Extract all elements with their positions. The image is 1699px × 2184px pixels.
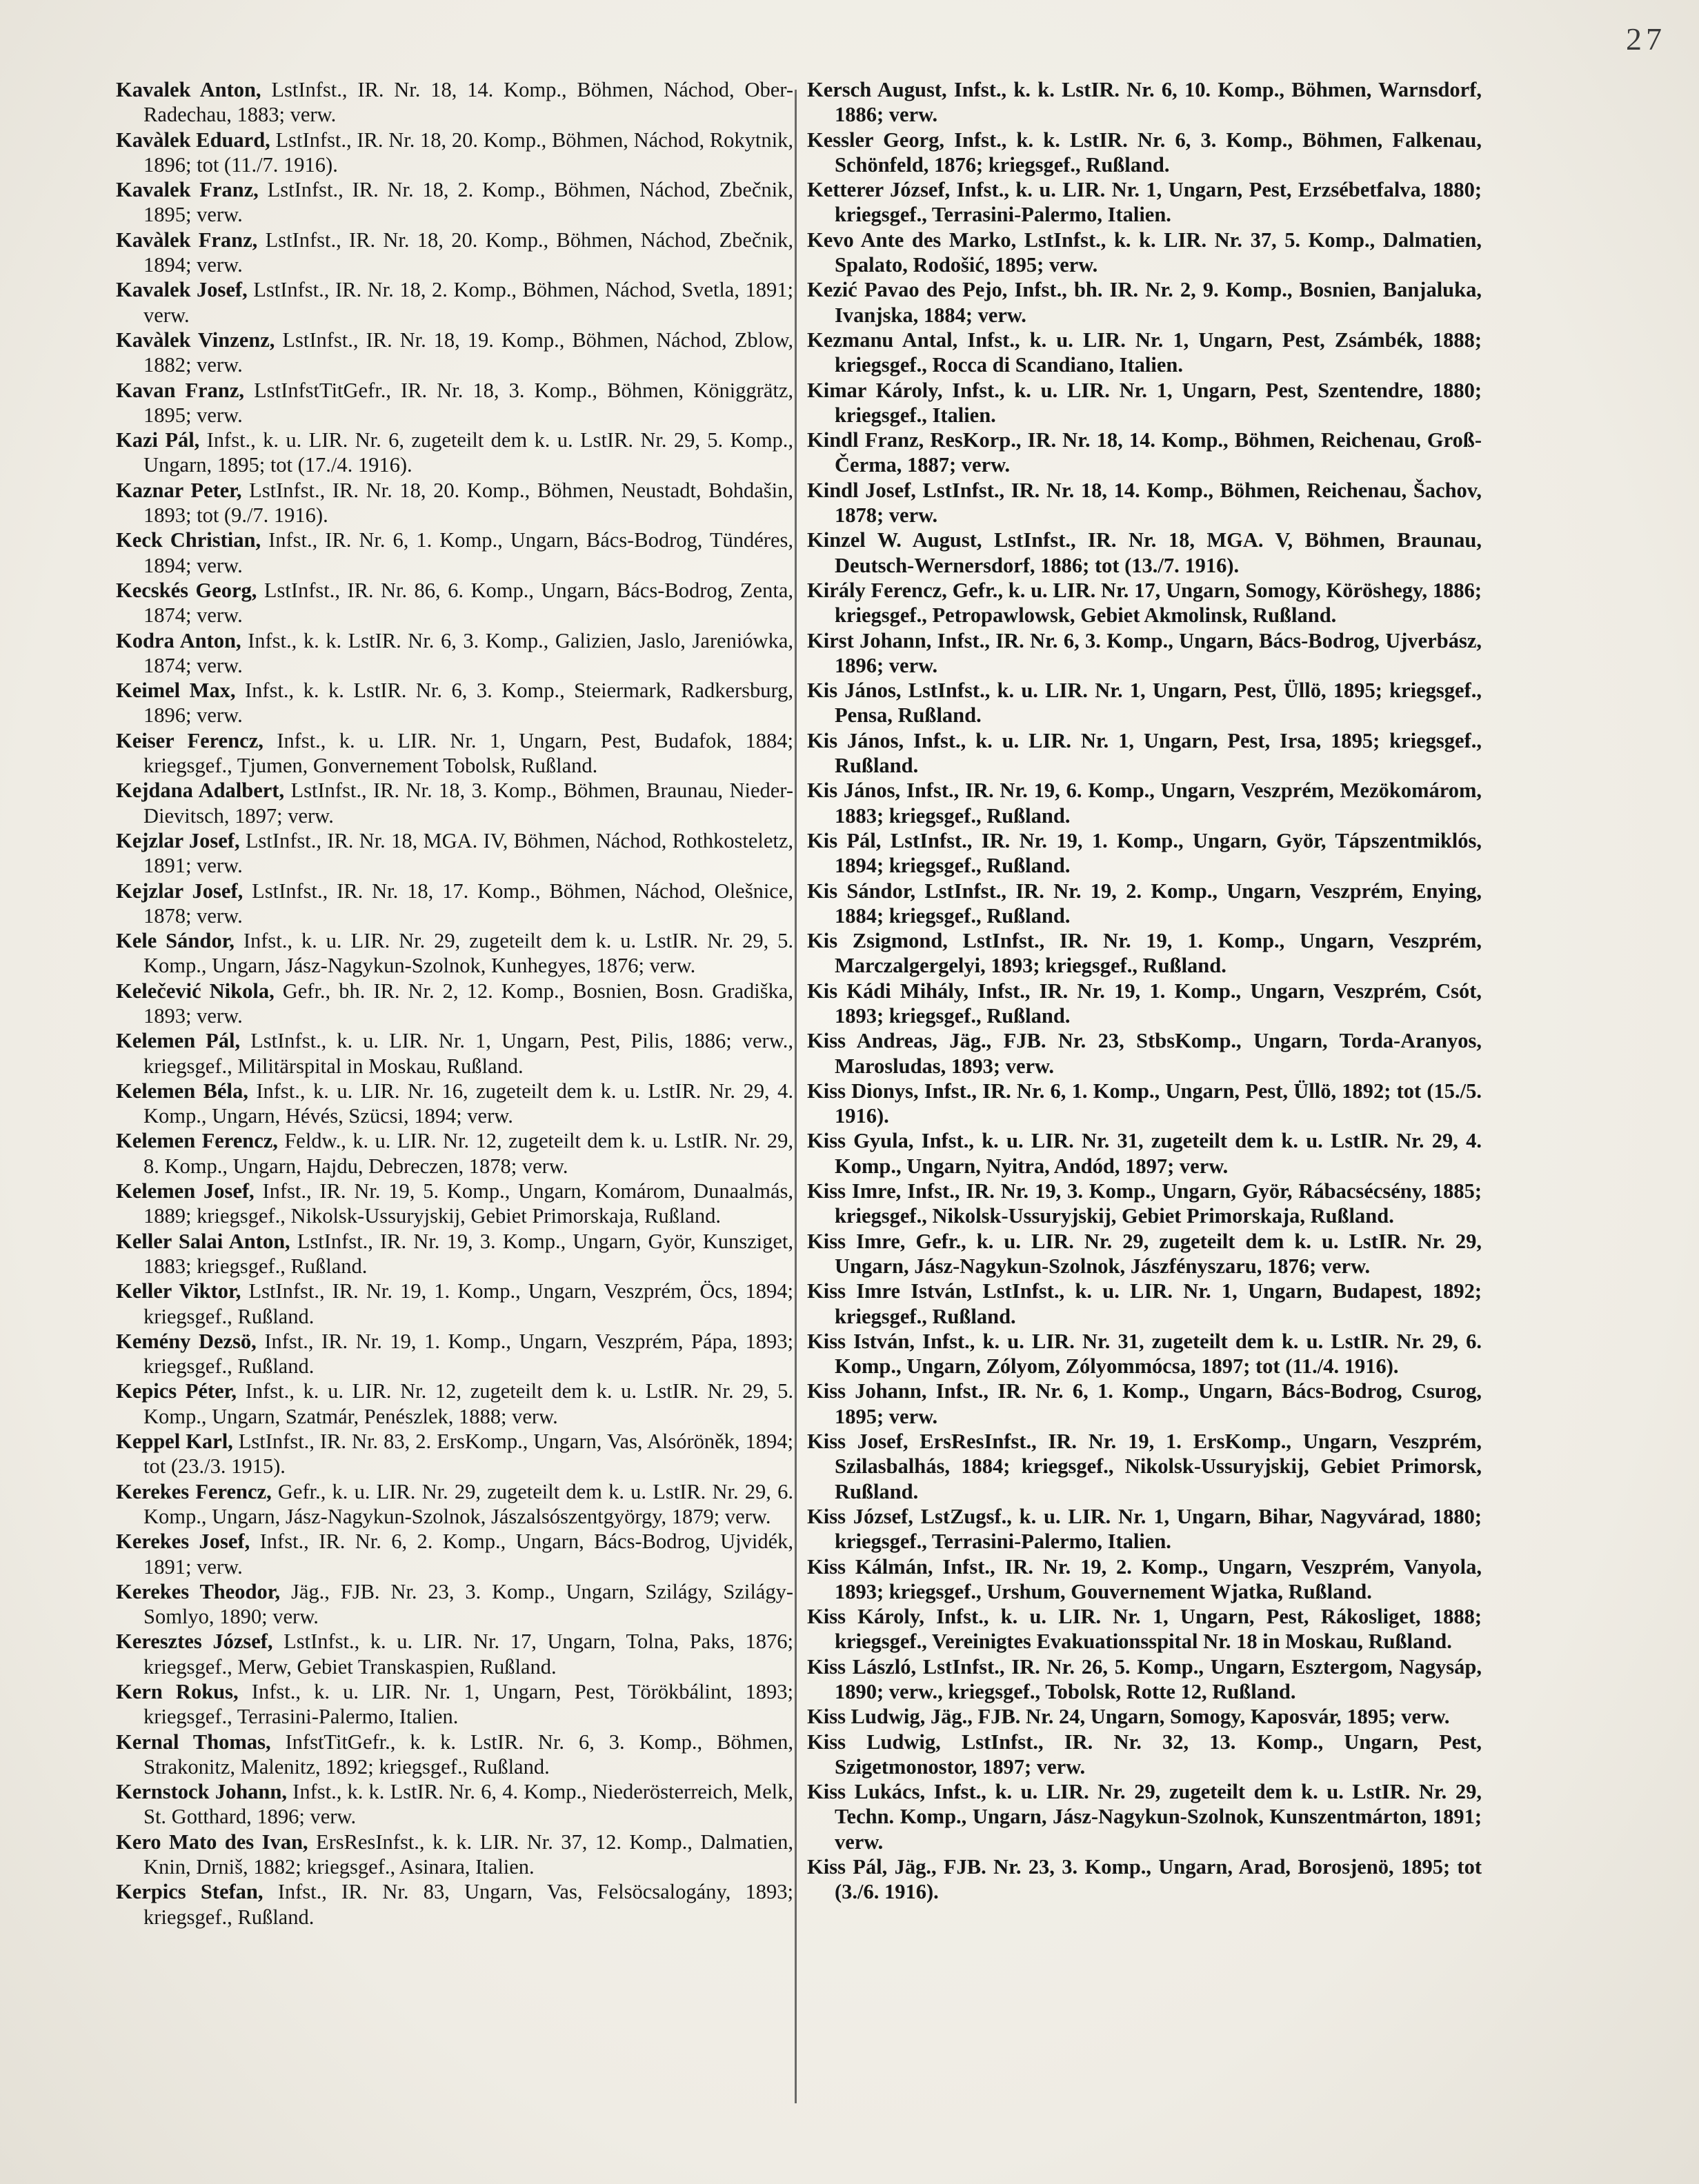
entry-name: Kis János,	[807, 679, 902, 703]
entry-name: Kezić Pavao des Pejo,	[807, 278, 1008, 302]
entry-details: LstInfst., IR. Nr. 18, 2. Komp., Böhmen, Náchod, Svetla, 1891; verw.	[143, 278, 793, 327]
entry-name: Kelečević Nikola,	[116, 979, 275, 1003]
entry-name: Kiss István,	[807, 1329, 915, 1353]
entry-details: LstInfst., IR. Nr. 18, 3. Komp., Böhmen, Braunau, Nieder-Dievitsch, 1897; verw.	[143, 779, 793, 828]
list-item	[116, 879, 793, 929]
entry-details: LstInfst., IR. Nr. 18, 19. Komp., Böhmen, Náchod, Zblow, 1882; verw.	[143, 328, 793, 377]
list-item	[807, 1730, 1482, 1780]
entry-name: Keller Salai Anton,	[116, 1229, 290, 1253]
entry-name: Keck Christian,	[116, 528, 261, 552]
page-number: 27	[1626, 21, 1666, 57]
entry-details: Infst., k. u. LIR. Nr. 1, Ungarn, Pest, Törökbálint, 1893; kriegsgef., Terrasini-Palermo, Italien.	[143, 1680, 793, 1729]
entry-details: Infst., IR. Nr. 19, 1. Komp., Ungarn, Veszprém, Pápa, 1893; kriegsgef., Rußland.	[143, 1329, 793, 1379]
entry-details: Infst., k. u. LIR. Nr. 31, zugeteilt dem k. u. LstIR. Nr. 29, 4. Komp., Ungarn, Nyitra, Andód, 1897; verw.	[835, 1129, 1482, 1178]
entry-name: Kelemen Josef,	[116, 1179, 255, 1203]
list-item	[807, 428, 1482, 478]
list-item	[807, 778, 1482, 828]
list-item	[116, 528, 793, 578]
entry-name: Keimel Max,	[116, 679, 236, 703]
list-item	[807, 1504, 1482, 1554]
entry-details: LstInfst., IR. Nr. 18, 14. Komp., Böhmen, Náchod, Ober-Radechau, 1883; verw.	[143, 78, 793, 127]
entry-details: Infst., IR. Nr. 19, 6. Komp., Ungarn, Veszprém, Mezökomárom, 1883; kriegsgef., Rußland.	[835, 779, 1482, 828]
entry-details: LstInfst., k. u. LIR. Nr. 1, Ungarn, Budapest, 1892; kriegsgef., Rußland.	[835, 1279, 1482, 1328]
entry-name: Keppel Karl,	[116, 1430, 233, 1454]
list-item	[807, 1654, 1482, 1705]
list-item	[807, 77, 1482, 128]
entry-details: LstInfst., IR. Nr. 18, 20. Komp., Böhmen, Náchod, Rokytnik, 1896; tot (11./7. 1916).	[143, 128, 793, 177]
entry-details: LstInfst., IR. Nr. 18, 17. Komp., Böhmen, Náchod, Olešnice, 1878; verw.	[143, 879, 793, 928]
entry-details: Gefr., bh. IR. Nr. 2, 12. Komp., Bosnien, Bosn. Gradiška, 1893; verw.	[143, 979, 793, 1028]
entry-name: Kis Zsigmond,	[807, 929, 948, 953]
entry-details: Infst., k. u. LIR. Nr. 29, zugeteilt dem k. u. LstIR. Nr. 29, 5. Komp., Ungarn, Jász-Nagykun-Szolnok, Kunhegyes, 1876; verw.	[143, 929, 793, 978]
list-item	[807, 1279, 1482, 1329]
entry-name: Kinzel W. August,	[807, 528, 982, 552]
list-item	[116, 1679, 793, 1730]
entry-name: Kiss Kálmán,	[807, 1554, 933, 1579]
list-item	[116, 177, 793, 228]
entry-name: Ketterer József,	[807, 178, 951, 202]
entry-name: Kerekes Theodor,	[116, 1579, 281, 1603]
list-item	[116, 1479, 793, 1530]
list-item	[807, 879, 1482, 929]
right-column	[807, 77, 1482, 2139]
entry-name: Kis Sándor,	[807, 879, 916, 903]
entry-details: Infst., k. u. LIR. Nr. 1, Ungarn, Pest, Budafok, 1884; kriegsgef., Tjumen, Gonvernement Tobolsk, Rußland.	[143, 728, 793, 778]
list-item	[116, 828, 793, 879]
list-item	[807, 228, 1482, 278]
entry-name: Kavalek Anton,	[116, 78, 261, 101]
entry-name: Kelemen Ferencz,	[116, 1129, 278, 1153]
entry-details: Infst., k. u. LIR. Nr. 31, zugeteilt dem k. u. LstIR. Nr. 29, 6. Komp., Ungarn, Zólyom, Zólyommócsa, 1897; tot (11./4. 1916).	[835, 1329, 1482, 1379]
entry-details: LstInfst., IR. Nr. 18, 20. Komp., Böhmen, Neustadt, Bohdašin, 1893; tot (9./7. 1916).	[143, 478, 793, 528]
list-item	[807, 1179, 1482, 1229]
entry-name: Kiss Ludwig,	[807, 1730, 941, 1754]
list-item	[116, 578, 793, 628]
list-item	[807, 1079, 1482, 1129]
entry-name: Király Ferencz,	[807, 578, 947, 602]
entry-name: Kiss Imre,	[807, 1229, 906, 1253]
entry-name: Kiss Johann,	[807, 1379, 927, 1403]
entry-details: ResKorp., IR. Nr. 18, 14. Komp., Böhmen, Reichenau, Groß-Čerma, 1887; verw.	[835, 428, 1482, 477]
entry-name: Kavan Franz,	[116, 378, 245, 402]
entry-name: Kis Kádi Mihály,	[807, 979, 969, 1003]
entry-name: Kernstock Johann,	[116, 1780, 287, 1804]
entry-details: LstInfst., k. u. LIR. Nr. 17, Ungarn, Tolna, Paks, 1876; kriegsgef., Merw, Gebiet Transkaspien, Rußland.	[143, 1630, 793, 1679]
entry-details: Infst., k. u. LIR. Nr. 16, zugeteilt dem k. u. LstIR. Nr. 29, 4. Komp., Ungarn, Hévés, Szücsi, 1894; verw.	[143, 1079, 793, 1128]
entry-details: Infst., k. k. LstIR. Nr. 6, 3. Komp., Böhmen, Falkenau, Schönfeld, 1876; kriegsgef., Rußland.	[835, 128, 1482, 177]
list-item	[807, 478, 1482, 528]
entry-details: Infst., IR. Nr. 6, 1. Komp., Ungarn, Bács-Bodrog, Tündéres, 1894; verw.	[143, 528, 793, 577]
entry-details: InfstTitGefr., k. k. LstIR. Nr. 6, 3. Komp., Böhmen, Strakonitz, Malenitz, 1892; kriegsgef., Rußland.	[143, 1730, 793, 1779]
entry-details: Gefr., k. u. LIR. Nr. 17, Ungarn, Somogy, Köröshegy, 1886; kriegsgef., Petropawlowsk, Gebiet Akmolinsk, Rußland.	[835, 578, 1482, 628]
list-item	[116, 128, 793, 178]
entry-details: LstInfst., IR. Nr. 18, MGA. IV, Böhmen, Náchod, Rothkosteletz, 1891; verw.	[143, 828, 793, 878]
entry-details: Infst., k. k. LstIR. Nr. 6, 4. Komp., Niederösterreich, Melk, St. Gotthard, 1896; verw.	[143, 1780, 793, 1829]
entry-details: LstInfst., k. u. LIR. Nr. 1, Ungarn, Pest, Pilis, 1886; verw., kriegsgef., Militärspital in Moskau, Rußland.	[143, 1029, 793, 1078]
entry-details: Infst., IR. Nr. 19, 1. Komp., Ungarn, Veszprém, Csót, 1893; kriegsgef., Rußland.	[835, 979, 1482, 1028]
list-item	[807, 277, 1482, 328]
entry-name: Kezmanu Antal,	[807, 328, 958, 352]
list-item	[807, 1704, 1482, 1729]
entry-name: Kele Sándor,	[116, 929, 235, 953]
entry-details: Jäg., FJB. Nr. 24, Ungarn, Somogy, Kaposvár, 1895; verw.	[925, 1705, 1450, 1729]
list-item	[807, 378, 1482, 428]
entry-details: LstInfstTitGefr., IR. Nr. 18, 3. Komp., Böhmen, Königgrätz, 1895; verw.	[143, 378, 793, 427]
entry-details: Infst., IR. Nr. 6, 2. Komp., Ungarn, Bács-Bodrog, Ujvidék, 1891; verw.	[143, 1530, 793, 1579]
list-item	[116, 979, 793, 1029]
list-item	[116, 1629, 793, 1679]
list-item	[116, 1179, 793, 1229]
list-item	[116, 678, 793, 728]
entry-name: Keiser Ferencz,	[116, 728, 264, 752]
entry-details: LstZugsf., k. u. LIR. Nr. 1, Ungarn, Bihar, Nagyvárad, 1880; kriegsgef., Terrasini-Palermo, Italien.	[835, 1504, 1482, 1554]
entry-details: Feldw., k. u. LIR. Nr. 12, zugeteilt dem k. u. LstIR. Nr. 29, 8. Komp., Ungarn, Hajdu, Debreczen, 1878; verw.	[143, 1129, 793, 1178]
entry-name: Kessler Georg,	[807, 128, 945, 152]
entry-details: Infst., k. u. LIR. Nr. 1, Ungarn, Pest, Zsámbék, 1888; kriegsgef., Rocca di Scandiano, Italien.	[835, 328, 1482, 377]
list-item	[807, 628, 1482, 679]
list-item	[807, 1379, 1482, 1429]
entry-name: Kavàlek Vinzenz,	[116, 328, 275, 352]
entry-name: Kelemen Béla,	[116, 1079, 248, 1103]
list-item	[116, 1830, 793, 1880]
list-item	[116, 1329, 793, 1379]
entry-details: Gefr., k. u. LIR. Nr. 29, zugeteilt dem k. u. LstIR. Nr. 29, Ungarn, Jász-Nagykun-Szolnok, Jászfényszaru, 1876; verw.	[835, 1229, 1482, 1278]
list-item	[116, 1429, 793, 1479]
entry-name: Kindl Franz,	[807, 428, 924, 452]
list-item	[807, 678, 1482, 728]
list-item	[807, 528, 1482, 578]
list-item	[807, 177, 1482, 228]
entry-details: LstInfst., IR. Nr. 18, 14. Komp., Böhmen, Reichenau, Šachov, 1878; verw.	[835, 478, 1482, 528]
entry-details: Infst., IR. Nr. 19, 2. Komp., Ungarn, Veszprém, Vanyola, 1893; kriegsgef., Urshum, Gouvernement Wjatka, Rußland.	[835, 1554, 1482, 1603]
entry-name: Kerekes Josef,	[116, 1530, 250, 1554]
list-item	[116, 228, 793, 278]
entry-details: ErsResInfst., k. k. LIR. Nr. 37, 12. Komp., Dalmatien, Knin, Drniš, 1882; kriegsgef., Asinara, Italien.	[143, 1830, 793, 1879]
entry-details: ErsResInfst., IR. Nr. 19, 1. ErsKomp., Ungarn, Veszprém, Szilasbalhás, 1884; kriegsgef., Nikolsk-Ussuryjskij, Gebiet Primorsk, Rußland.	[835, 1430, 1482, 1503]
entry-details: Infst., k. u. LIR. Nr. 1, Ungarn, Pest, Rákosliget, 1888; kriegsgef., Vereinigtes Evakuationsspital Nr. 18 in Moskau, Rußland.	[835, 1605, 1482, 1654]
entry-name: Kaznar Peter,	[116, 478, 242, 502]
entry-details: LstInfst., IR. Nr. 26, 5. Komp., Ungarn, Esztergom, Nagysáp, 1890; verw., kriegsgef., Tobolsk, Rotte 12, Rußland.	[835, 1654, 1482, 1703]
entry-name: Kejzlar Josef,	[116, 879, 244, 903]
entry-name: Kero Mato des Ivan,	[116, 1830, 308, 1854]
entry-details: Jäg., FJB. Nr. 23, 3. Komp., Ungarn, Arad, Borosjenö, 1895; tot (3./6. 1916).	[835, 1855, 1482, 1904]
list-item	[116, 77, 793, 128]
entry-name: Kiss László,	[807, 1654, 917, 1679]
entry-name: Kiss Pál,	[807, 1855, 888, 1879]
entry-name: Kiss Imre,	[807, 1179, 902, 1203]
entry-name: Kiss Károly,	[807, 1605, 925, 1629]
entry-details: Infst., k. k. LstIR. Nr. 6, 10. Komp., Böhmen, Warnsdorf, 1886; verw.	[835, 78, 1482, 127]
entry-details: LstInfst., k. k. LIR. Nr. 37, 5. Komp., Dalmatien, Spalato, Rodošić, 1895; verw.	[835, 228, 1482, 277]
entry-name: Kazi Pál,	[116, 428, 200, 452]
list-item	[807, 979, 1482, 1029]
entry-name: Kelemen Pál,	[116, 1029, 241, 1053]
entry-details: Infst., k. k. LstIR. Nr. 6, 3. Komp., Steiermark, Radkersburg, 1896; verw.	[143, 679, 793, 728]
entry-details: Infst., bh. IR. Nr. 2, 9. Komp., Bosnien, Banjaluka, Ivanjska, 1884; verw.	[835, 278, 1482, 327]
column-divider	[795, 90, 797, 2103]
list-item	[116, 1779, 793, 1830]
entry-details: Infst., k. u. LIR. Nr. 1, Ungarn, Pest, Erzsébetfalva, 1880; kriegsgef., Terrasini-Palermo, Italien.	[835, 178, 1482, 227]
list-item	[807, 1429, 1482, 1504]
list-item	[116, 1730, 793, 1780]
list-item	[116, 1279, 793, 1329]
entry-details: Infst., k. u. LIR. Nr. 1, Ungarn, Pest, Szentendre, 1880; kriegsgef., Italien.	[835, 378, 1482, 427]
entry-name: Kiss József,	[807, 1504, 913, 1528]
list-item	[807, 578, 1482, 628]
entry-details: Infst., k. u. LIR. Nr. 1, Ungarn, Pest, Irsa, 1895; kriegsgef., Rußland.	[835, 728, 1482, 778]
entry-details: LstInfst., IR. Nr. 18, MGA. V, Böhmen, Braunau, Deutsch-Wernersdorf, 1886; tot (13./7. 1916).	[835, 528, 1482, 577]
entry-name: Kiss Ludwig,	[807, 1705, 926, 1729]
entry-details: Infst., k. u. LIR. Nr. 6, zugeteilt dem k. u. LstIR. Nr. 29, 5. Komp., Ungarn, 1895; tot (17./4. 1916).	[143, 428, 793, 477]
entry-details: LstInfst., IR. Nr. 18, 20. Komp., Böhmen, Náchod, Zbečnik, 1894; verw.	[143, 228, 793, 277]
list-item	[807, 128, 1482, 178]
entry-name: Kersch August,	[807, 78, 947, 101]
list-item	[807, 1229, 1482, 1279]
list-item	[116, 428, 793, 478]
list-item	[807, 928, 1482, 979]
entry-name: Kimar Károly,	[807, 378, 943, 402]
list-item	[116, 378, 793, 428]
entry-name: Kejzlar Josef,	[116, 828, 240, 852]
entry-name: Kevo Ante des Marko,	[807, 228, 1017, 252]
entry-details: Infst., IR. Nr. 6, 1. Komp., Ungarn, Pest, Üllö, 1892; tot (15./5. 1916).	[835, 1079, 1482, 1128]
entry-details: Infst., IR. Nr. 19, 3. Komp., Ungarn, Györ, Rábacsécsény, 1885; kriegsgef., Nikolsk-Ussuryjskij, Gebiet Primorskaja, Rußland.	[835, 1179, 1482, 1228]
entry-name: Kejdana Adalbert,	[116, 779, 285, 803]
list-item	[116, 728, 793, 779]
entry-details: Infst., k. u. LIR. Nr. 29, zugeteilt dem k. u. LstIR. Nr. 29, Techn. Komp., Ungarn, Jász-Nagykun-Szolnok, Kunszentmárton, 1891; verw.	[835, 1780, 1482, 1854]
entry-details: Gefr., k. u. LIR. Nr. 29, zugeteilt dem k. u. LstIR. Nr. 29, 6. Komp., Ungarn, Jász-Nagykun-Szolnok, Jászalsószentgyörgy, 1879; verw.	[143, 1479, 793, 1528]
entry-details: LstInfst., k. u. LIR. Nr. 1, Ungarn, Pest, Üllö, 1895; kriegsgef., Pensa, Rußland.	[835, 679, 1482, 728]
entry-details: LstInfst., IR. Nr. 19, 3. Komp., Ungarn, Györ, Kunsziget, 1883; kriegsgef., Rußland.	[143, 1229, 793, 1278]
entry-details: LstInfst., IR. Nr. 19, 1. Komp., Ungarn, Veszprém, Marczalgergelyi, 1893; kriegsgef., Rußland.	[835, 929, 1482, 978]
entry-name: Kis Pál,	[807, 828, 882, 852]
list-item	[116, 1879, 793, 1930]
entry-name: Kiss Gyula,	[807, 1129, 914, 1153]
entry-name: Kemény Dezsö,	[116, 1329, 257, 1353]
entry-details: Infst., IR. Nr. 19, 5. Komp., Ungarn, Komárom, Dunaalmás, 1889; kriegsgef., Nikolsk-Ussuryjskij, Gebiet Primorskaja, Rußland.	[143, 1179, 793, 1228]
entry-details: Infst., IR. Nr. 83, Ungarn, Vas, Felsöcsalogány, 1893; kriegsgef., Rußland.	[143, 1880, 793, 1929]
list-item	[116, 1529, 793, 1579]
entry-name: Kis János,	[807, 728, 904, 752]
entry-name: Kavalek Josef,	[116, 278, 248, 302]
entry-name: Kirst Johann,	[807, 628, 932, 652]
list-item	[116, 1128, 793, 1179]
entry-name: Kiss Dionys,	[807, 1079, 919, 1103]
entry-details: Infst., k. k. LstIR. Nr. 6, 3. Komp., Galizien, Jaslo, Jareniówka, 1874; verw.	[143, 628, 793, 677]
entry-details: LstInfst., IR. Nr. 19, 1. Komp., Ungarn, Veszprém, Öcs, 1894; kriegsgef., Rußland.	[143, 1279, 793, 1328]
entry-details: LstInfst., IR. Nr. 86, 6. Komp., Ungarn, Bács-Bodrog, Zenta, 1874; verw.	[143, 578, 793, 628]
entry-name: Kerpics Stefan,	[116, 1880, 264, 1904]
list-item	[116, 628, 793, 679]
list-item	[116, 328, 793, 378]
entry-name: Kern Rokus,	[116, 1680, 239, 1703]
entry-name: Kodra Anton,	[116, 628, 241, 652]
list-item	[807, 828, 1482, 879]
entry-details: LstInfst., IR. Nr. 19, 2. Komp., Ungarn, Veszprém, Enying, 1884; kriegsgef., Rußland.	[835, 879, 1482, 928]
entry-details: Infst., IR. Nr. 6, 1. Komp., Ungarn, Bács-Bodrog, Csurog, 1895; verw.	[835, 1379, 1482, 1428]
entry-name: Kernal Thomas,	[116, 1730, 271, 1754]
entry-name: Kepics Péter,	[116, 1379, 237, 1403]
list-item	[116, 1028, 793, 1079]
entry-name: Kiss Imre István,	[807, 1279, 973, 1303]
list-item	[116, 778, 793, 828]
entry-name: Keller Viktor,	[116, 1279, 241, 1303]
list-item	[116, 928, 793, 979]
entry-name: Kindl Josef,	[807, 478, 916, 502]
list-item	[807, 1604, 1482, 1654]
list-item	[807, 728, 1482, 779]
entry-name: Keresztes József,	[116, 1630, 273, 1654]
list-item	[116, 1079, 793, 1129]
list-item	[807, 328, 1482, 378]
entry-name: Kiss Andreas,	[807, 1029, 937, 1053]
list-item	[807, 1028, 1482, 1079]
list-item	[807, 1329, 1482, 1379]
entry-details: Jäg., FJB. Nr. 23, StbsKomp., Ungarn, Torda-Aranyos, Marosludas, 1893; verw.	[835, 1029, 1482, 1078]
list-item	[807, 1854, 1482, 1905]
list-item	[116, 277, 793, 328]
list-item	[807, 1128, 1482, 1179]
entry-name: Kerekes Ferencz,	[116, 1479, 272, 1503]
entry-name: Kecskés Georg,	[116, 578, 257, 602]
list-item	[116, 1579, 793, 1630]
list-item	[116, 478, 793, 528]
entry-details: LstInfst., IR. Nr. 19, 1. Komp., Ungarn, Györ, Tápszentmiklós, 1894; kriegsgef., Rußland.	[835, 828, 1482, 878]
list-item	[116, 1379, 793, 1429]
entry-name: Kavalek Franz,	[116, 178, 259, 202]
entry-name: Kavàlek Franz,	[116, 228, 258, 252]
entry-name: Kavàlek Eduard,	[116, 128, 270, 152]
list-item	[807, 1779, 1482, 1854]
left-column	[116, 77, 793, 2139]
entry-name: Kis János,	[807, 779, 901, 803]
entry-details: LstInfst., IR. Nr. 32, 13. Komp., Ungarn, Pest, Szigetmonostor, 1897; verw.	[835, 1730, 1482, 1779]
entry-details: LstInfst., IR. Nr. 83, 2. ErsKomp., Ungarn, Vas, Alsóröněk, 1894; tot (23./3. 1915).	[143, 1430, 793, 1479]
entry-details: Infst., k. u. LIR. Nr. 12, zugeteilt dem k. u. LstIR. Nr. 29, 5. Komp., Ungarn, Szatmár, Penészlek, 1888; verw.	[143, 1379, 793, 1428]
entry-details: Infst., IR. Nr. 6, 3. Komp., Ungarn, Bács-Bodrog, Ujverbász, 1896; verw.	[835, 628, 1482, 677]
entry-name: Kiss Josef,	[807, 1430, 908, 1454]
list-item	[116, 1229, 793, 1279]
entry-details: Jäg., FJB. Nr. 23, 3. Komp., Ungarn, Szilágy, Szilágy-Somlyo, 1890; verw.	[143, 1579, 793, 1629]
entry-details: LstInfst., IR. Nr. 18, 2. Komp., Böhmen, Náchod, Zbečnik, 1895; verw.	[143, 178, 793, 227]
list-item	[807, 1554, 1482, 1605]
entry-name: Kiss Lukács,	[807, 1780, 926, 1804]
